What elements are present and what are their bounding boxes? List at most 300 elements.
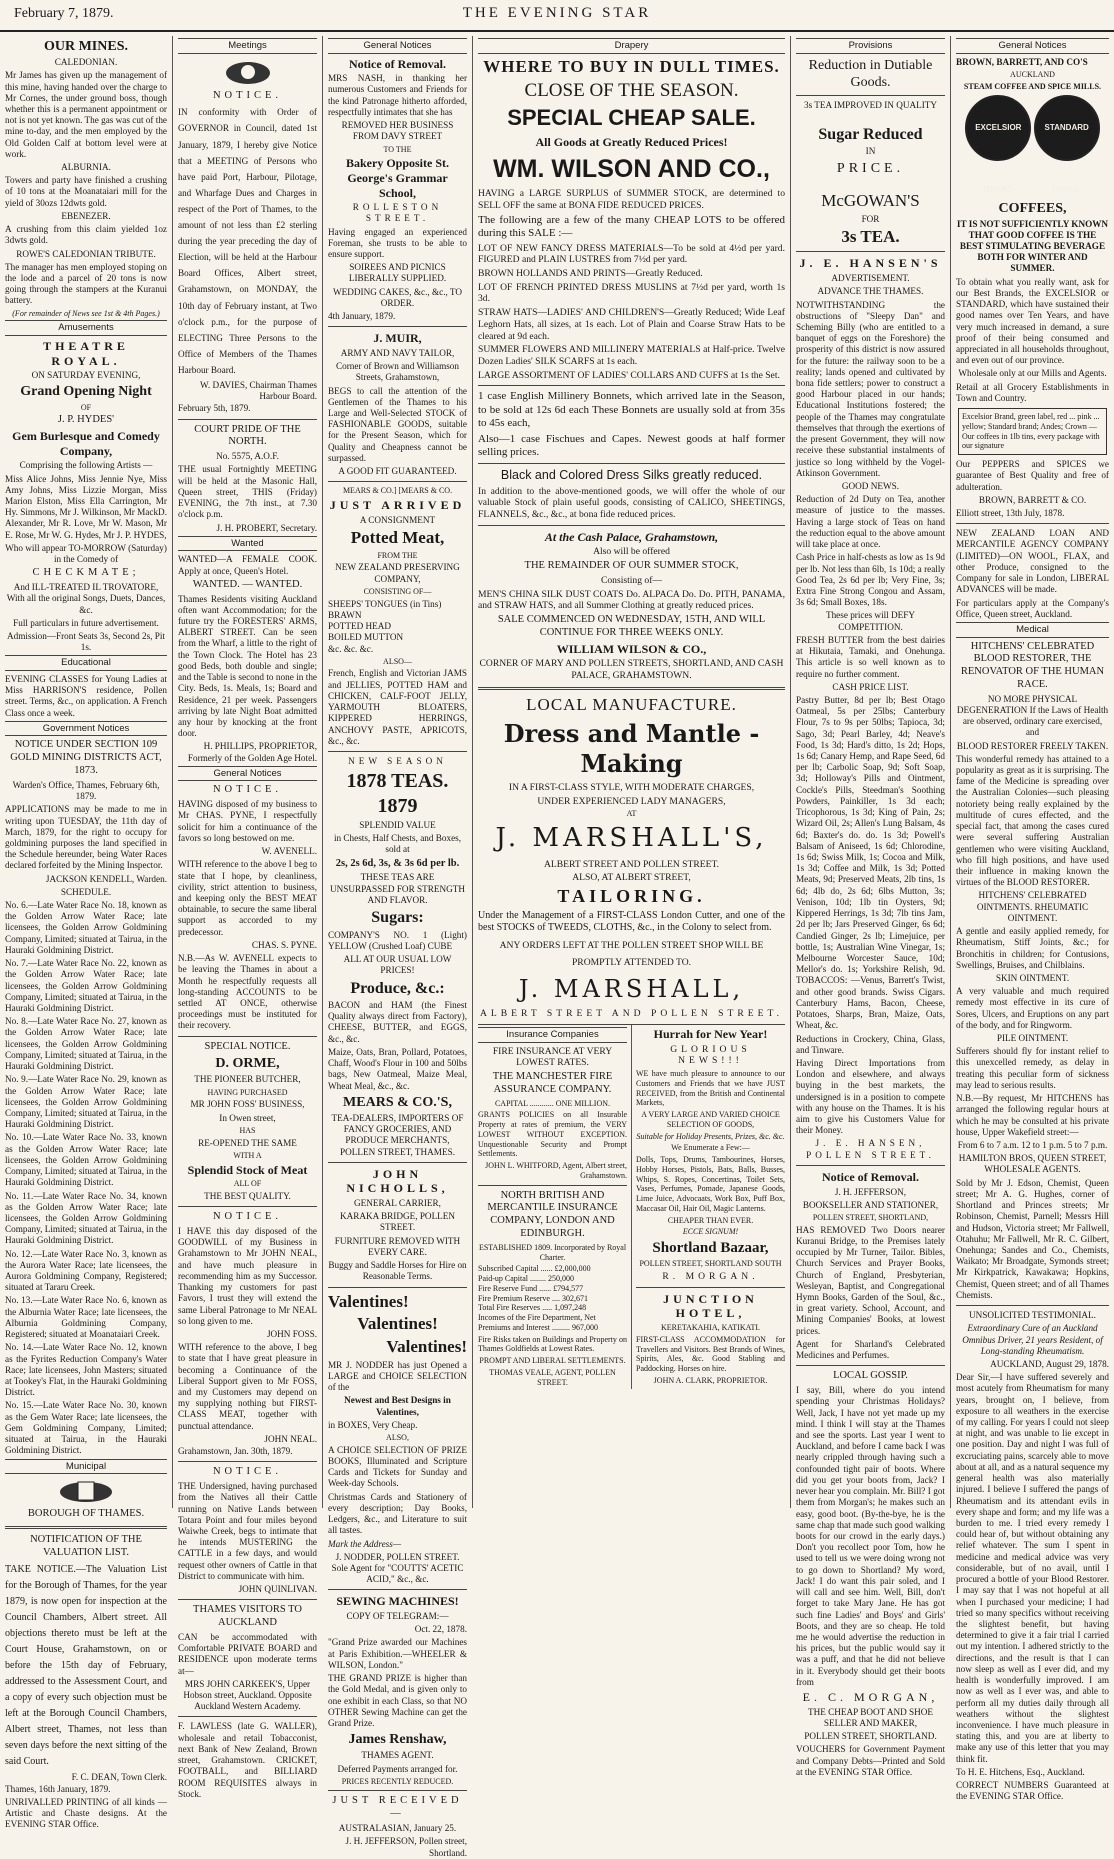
ointments-heading: HITCHENS' CELEBRATED OINTMENTS. RHEUMATIC OINTMENT. xyxy=(976,890,1089,923)
bonnets-offer: 1 case English Millinery Bonnets, which arrived late in the Season, to be sold at 12s 6d each These Bonnets are usually sold at from 35s to 45s each, xyxy=(478,390,785,430)
visitors-text: CAN be accommodated with Comfortable PRIVATE BOARD and RESIDENCE upon moderate terms at— xyxy=(178,1631,317,1676)
consisting-line: Consisting of— xyxy=(600,574,663,586)
wonderful-text: This wonderful remedy has attained to a popularity as great as it is surprising. The fame of the Medicine is spreading over the Australian Colonies—such pleasing notoriety being really explained by the multitude of cures effected, and the special fact, that among the cases cured were several suffering Australian gentlemen who were visiting Auckland, who fill high positions, and have used their influence in making known the virtues of the BLOOD RESTORER. xyxy=(956,753,1109,888)
rolleston-street: ROLLESTON STREET. xyxy=(352,202,443,224)
valentines-heading: Valentines! xyxy=(357,1314,438,1334)
advance-thames: ADVANCE THE THAMES. xyxy=(817,286,924,297)
fire-risks: Fire Risks taken on Buildings and Property on Thames Goldfields at Lowest Rates. xyxy=(478,1334,627,1354)
removal-heading: Notice of Removal. xyxy=(349,56,446,71)
following-lots: The following are a few of the many CHEAP LOTS to be offered during this SALE :— xyxy=(478,213,785,240)
brown-barrett: BROWN, BARRETT, AND CO'S xyxy=(956,56,1088,67)
general-notices-category: General Notices xyxy=(178,766,317,782)
gossip-text: I say, Bill, where do you intend spending your Christmas Holidays? Well, Jack, I have not yet made up my mind. I think I will stay at the Thames and see the sports. Last year I went to Auckland, and before I came back I was nearly crippled through having such a confounded tight pair of boots. Where did you get your boots from, Jack? I never hear you complain. Mr. Bill? I got them from Morgan's; he makes such an easy, good boot. (By-the-bye, he is the same chap that made such good walking boots for our crowd in the early days.) Don't you recollect poor Tom, how he used to tell us we were doing wrong not to go down to Shortland? My word, Jack! I do want this pair soled, and I will call and see him. Well, Bill, don't forget to take Mary Jane. He has got such fine Ladies' and Boys' and Girls' Boots, and they are so cheap. He told me he would advertise the reduction in his prices, but the public would say it was a puff, and that he did not believe in it. Everybody should get their boots from xyxy=(796,1385,945,1687)
grants-text: GRANTS POLICIES on all Insurable Property at rates of premium, the VERY LOWEST WITHOUT EXCEPTION. Unquestionable Security and Prompt Settlements. xyxy=(478,1110,627,1159)
also-line: ALSO— xyxy=(383,656,412,666)
shortland-street: POLLEN STREET, SHORTLAND. xyxy=(804,1731,937,1742)
testimonial-signature: To H. E. Hitchens, Esq., Auckland. xyxy=(956,1766,1085,1777)
testimonial-date: AUCKLAND, August 29, 1878. xyxy=(990,1358,1109,1369)
remainder-summer: THE REMAINDER OF OUR SUMMER STOCK, xyxy=(524,560,739,572)
albert-pollen-2: ALBERT STREET AND POLLEN STREET. xyxy=(479,1008,784,1020)
potted-meat: Potted Meat, xyxy=(350,527,445,547)
hitchens-heading: HITCHENS' CELEBRATED BLOOD RESTORER, THE RENOVATOR OF THE HUMAN RACE. xyxy=(960,640,1105,690)
neal-date: Grahamstown, Jan. 30th, 1879. xyxy=(178,1446,293,1457)
blood-restorer-taken: BLOOD RESTORER FREELY TAKEN. xyxy=(956,740,1109,751)
having-purchased: HAVING PURCHASED xyxy=(207,1087,288,1097)
best-quality: THE BEST QUALITY. xyxy=(204,1190,291,1201)
tailor-line: ARMY AND NAVY TAILOR, xyxy=(340,347,455,358)
hotel-text: FIRST-CLASS ACCOMMODATION for Travellers and Visitors. Best Brands of Wines, Spirits, Ales, &c. Good Stabling and Paddocking. Horses on hire. xyxy=(636,1334,785,1374)
imports-text: Having Direct Importations from London and elsewhere, and always buying in the best markets, the undersigned is in a position to compete with any house on the Thames. It is his aim to give his Customers Value for their Money. xyxy=(796,1057,945,1136)
foss-signature: JOHN FOSS. xyxy=(266,1328,317,1339)
borough-heading: BOROUGH OF THAMES. xyxy=(27,1508,145,1520)
teas-text: THESE TEAS ARE UNSURPASSED FOR STRENGTH AND FLAVOR. xyxy=(330,872,465,905)
manchester-fire: THE MANCHESTER FIRE ASSURANCE COMPANY. xyxy=(492,1071,613,1095)
neal-signature: JOHN NEAL. xyxy=(264,1433,317,1444)
degeneration-line: NO MORE PHYSICAL DEGENERATION If the Laws of Health are observed, ordinary care exercised, and xyxy=(956,693,1109,738)
good-news-text: Reduction of 2d Duty on Tea, another measure of justice to the masses. Having a large stock of Teas on hand the reduction equal to the above amount will take place at once. xyxy=(796,494,945,550)
quinlivan-signature: JOHN QUINLIVAN. xyxy=(238,1584,317,1595)
mark-address: Mark the Address— xyxy=(328,1538,401,1549)
cheaper-line: CHEAPER THAN EVER. xyxy=(667,1215,754,1225)
just-arrived: JUST ARRIVED xyxy=(329,498,466,513)
telegram-line: COPY OF TELEGRAM:— xyxy=(346,1611,449,1622)
coffees-text: IT IS NOT SUFFICIENTLY KNOWN THAT GOOD COFFEE IS THE BEST STIMULATING BEVERAGE BOTH FOR WINTER AND SUMMER. xyxy=(956,218,1109,274)
jams-text: French, English and Victorian JAMS and JELLIES, POTTED HAM and CHICKEN, CALF-FOOT JELLY, YARMOUTH BLOATERS, KIPPERED HERRINGS, ANCHOVY PASTE, APRICOTS, &c., &c. xyxy=(328,668,467,746)
maize-text: Maize, Oats, Bran, Pollard, Potatoes, Chaff, Wood's Flour in 100 and 50lbs bags, New Oatmeal, Maize Meal, Wheat Meal, &c., &c. xyxy=(328,1046,467,1091)
close-of-season: CLOSE OF THE SEASON. xyxy=(524,80,739,102)
capital-line: CAPITAL ............ ONE MILLION. xyxy=(494,1098,611,1108)
unsolicited-heading: UNSOLICITED TESTIMONIAL. xyxy=(969,1310,1096,1321)
cash-price-text: Cash Price in half-chests as low as 1s 9d per lb. Not less than 6lb, 1s 10d; a really Good Tea, 2s 6d per lb; Very Fine, 3s; Extra Fine Strong Congou and Assam, 3s 6d; Small Boxes, 18s. xyxy=(796,552,946,608)
comprising-line: Comprising the following Artists — xyxy=(19,460,153,471)
from-the: FROM THE xyxy=(377,550,418,560)
where-to-buy: WHERE TO BUY IN DULL TIMES. xyxy=(483,56,780,76)
admission-line: Admission—Front Seats 3s, Second 2s, Pit 1s. xyxy=(7,630,165,653)
race-item: No. 10.—Late Water Race No. 33, known as the Golden Arrow Water Race; late licensees, the Golden Arrow Goldmining Company, Limited; situated at Tairua, in the Hauraki Goldmining District. xyxy=(5,1132,167,1188)
testimonial-text: Dear Sir,—I have suffered severely and most acutely from Rheumatism for many years, brought on, I believe, from exposure to all weathers in the exercise of my calling. For years I could not sleep at night, and was unable to lie except in one position. Day and night I was full of excruciating pains, scarcely able to move about at all, and as a natural sequence my general health was also materially injured. I believe I suffered the pangs of Rheumatism and its attendant evils in every shape and form; and my life was a burden to me. I tried every remedy I could hear of, but without obtaining any relief whatever. The sum I spent in medicine and medical advice was very considerable, but of no avail, until I procured a bottle of your Blood Restorer. I may say that I was not hopeful at all when I purchased your medicine; I had tried so many specifics without receiving the slightest benefit, but having determined to give it a fair trial I carried out my intention. I adhered strictly to the directions, and the result is that I can now sleep as well as I ever did, and my health is wonderfully improved. I am now as well as I ever was, and able to perform all my duties daily through all weathers without the slightest inconvenience. I have much pleasure in stating this, and you are at liberty to make any use of this letter that you may think fit. xyxy=(956,1372,1109,1764)
valentines-heading: Valentines! xyxy=(386,1336,467,1356)
finance-row: Total Fire Reserves ..... 1,097,248 xyxy=(478,1303,587,1313)
for-line: FOR xyxy=(861,213,880,224)
coat-of-arms-icon xyxy=(56,1478,116,1504)
court-text: THE usual Fortnightly MEETING will be held at the Masonic Hall, Queen street, THIS (Friday) EVENING, the 7th inst., at 7.30 o'clock p.m. xyxy=(178,464,317,520)
quinlivan-text: THE Undersigned, having purchased from the Natives all their Cattle running on Native Lands between Totara Point and four miles beyond Waiwhe Creek, begs to intimate that he intends MUSTERING the CATTLE in a few days, and would request other owners of Cattle in that District to communicate with him. xyxy=(178,1481,317,1581)
column-1 xyxy=(0,36,172,1830)
wilson-address: CORNER OF MARY AND POLLEN STREETS, SHORTLAND, AND CASH PALACE, GRAHAMSTOWN. xyxy=(479,658,784,681)
nicholls-name: JOHN NICHOLLS, xyxy=(346,1166,449,1196)
saturday-line: ON SATURDAY EVENING, xyxy=(31,370,141,381)
sale-lot: LOT OF FRENCH PRINTED DRESS MUSLINS at 7½d per yard, worth 1s 3d. xyxy=(478,281,785,305)
finance-row: Incomes of the Fire Department, Net Premiums and Interest ......... 967,000 xyxy=(478,1313,598,1332)
consisting-line: CONSISTING OF— xyxy=(363,586,432,596)
albert-pollen: ALBERT STREET AND POLLEN STREET. xyxy=(543,858,720,870)
produce-heading: Produce, &c.: xyxy=(350,979,445,997)
steam-mills: STEAM COFFEE AND SPICE MILLS. xyxy=(963,81,1102,91)
nb-text: N.B.—By request, Mr HITCHENS has arranged the following regular hours at which he may be consulted at his private house, Upper Wakefield street:— xyxy=(956,1093,1109,1137)
neal-text: WITH reference to the above, I beg to state that I have great pleasure in becoming a Continuance of the Liberal Support given to Mr FOSS, and my Customers may depend on my supplying nothing but FIRST-CLASS MEAT, together with punctual attendance. xyxy=(178,1342,317,1431)
ebenezer-text: A crushing from this claim yielded 1oz 3dwts gold. xyxy=(5,224,167,246)
christmas-text: Christmas Cards and Stationery of every description; Day Books, Ledgers, &c., and Literature to suit all tastes. xyxy=(328,1491,467,1536)
north-british: NORTH BRITISH AND MERCANTILE INSURANCE COMPANY, LONDON AND EDINBURGH. xyxy=(487,1189,618,1239)
fischus-offer: Also—1 case Fischues and Capes. Newest goods at half former selling prices. xyxy=(478,432,785,459)
defy-competition: These prices will DEFY COMPETITION. xyxy=(825,610,916,632)
mines-heading: OUR MINES. xyxy=(43,39,128,54)
pollen-shortland: POLLEN STREET, SHORTLAND, xyxy=(812,1212,929,1222)
visitors-address: MRS JOHN CARKEEK'S, Upper Hobson street, Auckland. Opposite Auckland Western Academy. xyxy=(183,1678,312,1712)
marshall-name-2: J. MARSHALL, xyxy=(518,975,745,1004)
warden-signature: JACKSON KENDELL, Warden. xyxy=(45,873,167,884)
ebenezer-heading: EBENEZER. xyxy=(61,210,111,221)
brand-label-table: Excelsior Brand, green label, red ... pink ... yellow; Standard brand; Andes; Crown — Our coffees in 1lb tins, every package with our signature xyxy=(958,408,1107,455)
also-offered: Also will be offered xyxy=(593,546,670,558)
cheap-boot: THE CHEAP BOOT AND SHOE SELLER AND MAKER, xyxy=(807,1706,934,1728)
fire-insurance: FIRE INSURANCE AT VERY LOWEST RATES. xyxy=(492,1045,613,1069)
foss-business: MR JOHN FOSS' BUSINESS, xyxy=(190,1099,305,1110)
column-6 xyxy=(950,36,1114,1802)
avenell-nb: N.B.—As W. AVENELL expects to be leaving the Thames in about a Month he respectfully requests all long-standing ACCOUNTS to be settled AT ONCE, otherwise proceedings must be instituted for their recovery. xyxy=(178,953,317,1031)
hurrah-text: WE have much pleasure to announce to our Customers and Friends that we have JUST RECEIVED, from the British and Continental Markets, xyxy=(636,1069,785,1108)
newspaper-title: THE EVENING STAR xyxy=(462,5,652,21)
price-list-text: Pastry Butter, 8d per lb; Best Otago Oatmeal, 5s per 25lbs; Canterbury Flour, 7s to 9s per 50lbs; Tapioca, 3d; Sago, 3d; Pearl Barley, 4d; Neave's Food, 1s 3d; Hard's ditto, 1s 2d; Hops, 1s 6d; Canary Hemp, and Rape Seed, 6d per lb; Carbolic Soap, 9d; Soft Soap, 3d; Holloway's Pills and Ointment, Cockle's Pills, Steedman's Soothing Powders, Painkiller, 1s 3d each; Tricophorous, 1s 3d; King of Pain, 2s; Wizard Oil, 2s; Allen's Lung Balsam, 4s 6d; Baxter's do. do. 1s 3d; Powell's Balsam of Aniseed, 1s 6d; Chlorodine, 1s 6d; Swiss Milk, 1s; Cocoa and Milk, 1s 3d; Coffee and Milk, 1s 3d; Potted Meats, 9d; Preserved Meats, 2lb tins, 1s 6d; 4lb do, 2s 6d; 6lbs Mutton, 3s; Venison, 10d; 1lb tin Oysters, 9d; Kippered Herrings, 1s 3d; 7lb tins Jam, 2d per lb; Jars Preserved Ginger, 6s 6d; Candied Ginger, 2s lb; Limejuice, per bottle, 1s; Australian Wine Vinegar, 1s; Melbourne Worcester Sauce, 10d; Mellor's do. 1s; Yorkshire Relish, 9d. TOBACCOS: —Venus, Barrett's Twist, and other good brands. Swiss Cigars. Canterbury Hams, Bacon, Cheese, Potatoes, Sharps, Bran, Maize, Oats, Wheat, &c. xyxy=(796,694,945,1031)
advertisement-line: ADVERTISEMENT. xyxy=(831,273,910,284)
meat-item: &c. &c. &c. xyxy=(328,643,374,654)
deferred-payments: Deferred Payments arranged for. xyxy=(337,1763,458,1774)
notice-heading: NOTICE. xyxy=(212,784,283,796)
three-shilling-tea: 3s TEA. xyxy=(841,226,900,246)
finance-row: Paid-up Capital ........ 250,000 xyxy=(478,1274,574,1284)
orders-line: ANY ORDERS LEFT AT THE POLLEN STREET SHOP WILL BE PROMPTLY ATTENDED TO. xyxy=(499,939,764,968)
keretakahia-line: KERETAKAHIA, KATIKATI. xyxy=(660,1323,761,1333)
owen-street: In Owen street, xyxy=(219,1112,276,1123)
meat-item: BOILED MUTTON xyxy=(328,632,404,643)
meat-item: BRAWN xyxy=(328,609,362,620)
with-a-line: WITH A xyxy=(233,1150,262,1160)
general-notices-category: General Notices xyxy=(328,38,467,54)
morgan-name: E. C. MORGAN, xyxy=(802,1690,939,1705)
pioneer-line: THE PIONEER BUTCHER, xyxy=(194,1074,301,1085)
varied-selection: A VERY LARGE AND VARIED CHOICE SELECTION OF GOODS, xyxy=(641,1110,780,1129)
meat-item: SHEEPS' TONGUES (in Tins) xyxy=(328,598,442,609)
bookseller-line: BOOKSELLER AND STATIONER, xyxy=(802,1199,939,1210)
sold-by-text: Sold by Mr J. Edson, Chemist, Queen street; Mr A. G. Hughes, corner of Shortland and Princes streets; Mr Robinson, Chemist, Parnell; Messrs Hill and Hudson, Victoria street; Mr Fallwell, Otahuhu; Mr Fallwell, Mr R. C. Gilbert, Onehunga; Sandes and Co., Chemists, Waikato; Mr Broadgate, Symonds street; Mr Kirkpatrick, Kawakawa; Hopkins, Chemist, Queen street; and of all Thames Chemists. xyxy=(956,1177,1109,1300)
harbour-date: February 5th, 1879. xyxy=(178,403,251,414)
meat-item: POTTED HEAD xyxy=(328,621,392,632)
race-item: No. 8.—Late Water Race No. 27, known as the Golden Arrow Water Race; late licensees, the Golden Arrow Goldmining Company, Limited; situated at Tairua, in the Hauraki Goldmining District. xyxy=(5,1016,167,1072)
shortland-bazaar: Shortland Bazaar, xyxy=(652,1240,769,1257)
wanted-heading: WANTED. — WANTED. xyxy=(192,578,303,590)
auckland-line: AUCKLAND xyxy=(1010,69,1055,79)
boxes-line: in BOXES, Very Cheap. xyxy=(328,1419,418,1430)
reduction-dutiable: Reduction in Dutiable Goods. xyxy=(808,57,933,90)
hamilton-bros: HAMILTON BROS, QUEEN STREET, WHOLESALE AGENTS. xyxy=(958,1153,1107,1175)
peppers-text: Our PEPPERS and SPICES we guarantee of Best Quality and free of adulteration. xyxy=(956,459,1109,492)
muir-text: BEGS to call the attention of the Gentlemen of the Thames to his Large and Well-Selected STOCK of FASHIONABLE GOODS, suitable for the Present Season, which for Quality and Cheapness cannot be surpassed. xyxy=(328,385,467,463)
tea-improved: 3s TEA IMPROVED IN QUALITY xyxy=(803,99,938,110)
carrier-line: GENERAL CARRIER, xyxy=(354,1197,441,1208)
established-line: ESTABLISHED 1809. Incorporated by Royal Charter. xyxy=(478,1242,627,1262)
hydes-name: J. P. HYDES' xyxy=(57,414,115,426)
court-signature: J. H. PROBERT, Secretary. xyxy=(216,522,317,533)
sugar-list: COMPANY'S NO. 1 (Light) YELLOW (Crushed Loaf) CUBE xyxy=(328,929,467,951)
sugars-heading: Sugars: xyxy=(371,909,424,927)
skin-text: A very valuable and much required remedy most effective in its cure of Sores, Ulcers, and Eruptions on any part of the body, and for Ringworm. xyxy=(956,986,1109,1030)
has-line: HAS xyxy=(239,1125,256,1135)
extraordinary-cure: Extraordinary Cure of an Auckland Omnibus Driver, 21 years Resident, of Long-standing Rheumatism. xyxy=(962,1323,1103,1356)
grand-prize-quote: "Grand Prize awarded our Machines at Paris Exhibition.—WHEELER & WILSON, London." xyxy=(328,1637,467,1670)
orme-name: D. ORME, xyxy=(215,1056,280,1072)
also-albert: ALSO, AT ALBERT STREET, xyxy=(572,872,691,884)
sale-lot: STRAW HATS—LADIES' AND CHILDREN'S—Greatly Reduced; Wide Leaf Leghorn Hats, all sizes, at 1s each. Lot of Plain and Coarse Straw Hats to be cleared at 9d each. xyxy=(478,307,785,342)
grand-prize-text: THE GRAND PRIZE is higher than the Gold Medal, and is given only to one exhibit in each Class, so that NO OTHER Sewing Machine can get the Grand Prize. xyxy=(328,1673,467,1728)
brown-signature: BROWN, BARRETT & CO. xyxy=(978,494,1087,505)
remainder-note: (For remainder of News see 1st & 4th Pages.) xyxy=(12,308,160,318)
sale-lot: LOT OF NEW FANCY DRESS MATERIALS—To be sold at 4½d per yard. FIGURED and PLAIN LUSTRES from 7½d per yard. xyxy=(478,242,785,266)
hours-text: From 6 to 7 a.m. 12 to 1 p.m. 5 to 7 p.m. xyxy=(957,1140,1108,1151)
finance-row: Fire Premium Reserve .... 302,671 xyxy=(478,1293,588,1303)
column-5 xyxy=(790,36,950,1777)
removal-heading: Notice of Removal. xyxy=(822,1169,919,1184)
brown-address: Elliott street, 13th July, 1878. xyxy=(956,507,1065,518)
applications-text: APPLICATIONS may be made to me in writing upon TUESDAY, the 11th day of March, 1879, for the right to occupy for goldmining purposes the land specified in the Schedule hereunder, being Water Races declared forfeited by the Mining Inspector. xyxy=(5,804,167,871)
wardens-office: Warden's Office, Thames, February 6th, 1879. xyxy=(12,779,160,802)
mcgowans-name: McGOWAN'S xyxy=(821,190,920,210)
race-item: No. 15.—Late Water Race No. 30, known as the Gem Water Race; late licensees, the Gem Goldmining Company, Limited; situated at Tairua, in the Hauraki Goldmining District. xyxy=(5,1400,167,1456)
cutter-text: Under the Management of a FIRST-CLASS London Cutter, and one of the best STOCKS of TWEEDS, CLOTHS, &c., in the Colony to select from. xyxy=(478,910,785,934)
valuation-text: TAKE NOTICE.—The Valuation List for the Borough of Thames, for the year 1879, is now open for inspection at the Council Chambers, Albert street. All objections thereto must be left at the Court House, Grahamstown, on or before the 15th day of February, addressed to the Assessment Court, and a copy of every such objection must be left at the Borough Council Chambers, Albert street, Thames, not less than seven days before the next sitting of the said Court. xyxy=(5,1563,167,1767)
of-line: OF xyxy=(80,402,92,412)
wilson-name: WM. WILSON AND CO., xyxy=(493,154,770,183)
nodder-text: MR J. NODDER has just Opened a LARGE and CHOICE SELECTION of the xyxy=(328,1359,467,1393)
insurance-category: Insurance Companies xyxy=(478,1027,627,1043)
gold-mining-notice-title: NOTICE UNDER SECTION 109 GOLD MINING DISTRICTS ACT, 1873. xyxy=(10,739,162,777)
local-gossip: LOCAL GOSSIP. xyxy=(833,1370,908,1382)
items-list: Dolls, Tops, Drums, Tambourines, Horses, Hobby Horses, Pistols, Bats, Balls, Busses, Whips, S. Ropes, Concertinas, Toilet Sets, Vases, Perfumes, Pomade, Japanese Goods, Lime Juice, Advocaats, Work Box, Puff Box, Maccasar Oil, Hair Oil, Magic Lanterns. xyxy=(636,1155,785,1213)
pyne-signature: CHAS. S. PYNE. xyxy=(251,939,317,950)
drapery-category: Drapery xyxy=(478,38,785,54)
jefferson-name: J. H. JEFFERSON, xyxy=(834,1186,907,1197)
valuation-heading: NOTIFICATION OF THE VALUATION LIST. xyxy=(30,1533,142,1558)
race-item: No. 9.—Late Water Race No. 29, known as the Golden Arrow Water Race; late licensees, the Golden Arrow Goldmining Company, Limited; situated at Tairua, in the Hauraki Goldmining District. xyxy=(5,1074,167,1130)
produce-text: BACON and HAM (the Finest Quality always direct from Factory), CHEESE, BUTTER, and EGGS, &c., &c. xyxy=(328,1000,467,1044)
alburnia-text: Towers and party have finished a crushing of 10 tons at the Moanataiari mill for the yield of 30ozs 12dwts gold. xyxy=(5,175,167,208)
having-surplus: HAVING a LARGE SURPLUS of SUMMER STOCK, are determined to SELL OFF the same at BONA FIDE REDUCED PRICES. xyxy=(478,188,785,212)
all-of-line: ALL OF xyxy=(233,1179,262,1189)
insurance-column xyxy=(478,1025,632,1389)
valentines-heading: Valentines! xyxy=(328,1291,409,1311)
trovatore-line: And ILL-TREATED IL TROVATORE, With all the original Songs, Duets, Dances, &c. xyxy=(6,582,166,615)
veale-agent: THOMAS VEALE, AGENT, POLLEN STREET. xyxy=(489,1367,616,1387)
suitable-line: Suitable for Holiday Presents, Prizes, &c. &c. xyxy=(636,1131,785,1141)
chests-line: in Chests, Half Chests, and Boxes, sold at xyxy=(333,833,462,855)
local-manufacture: LOCAL MANUFACTURE. xyxy=(526,694,737,714)
first-class-style: IN A FIRST-CLASS STYLE, WITH MODERATE CHARGES, xyxy=(508,781,755,793)
fresh-butter: FRESH BUTTER from the best dairies at Hikutaia, Tamaki, and Onehunga. This article is so well known as to require no further comment. xyxy=(796,634,945,679)
town-clerk: F. C. DEAN, Town Clerk. xyxy=(71,1771,167,1782)
reopened-line: RE-OPENED THE SAME xyxy=(198,1137,297,1148)
masthead xyxy=(0,0,1114,32)
special-cheap-sale: SPECIAL CHEAP SALE. xyxy=(507,105,756,131)
provisions-category: Provisions xyxy=(796,38,945,54)
retail-line: Retail at all Grocery Establishments in Town and Country. xyxy=(956,381,1109,403)
silks-heading: Black and Colored Dress Silks greatly reduced. xyxy=(500,468,763,483)
consignment-line: A CONSIGNMENT xyxy=(359,514,436,525)
to-the: TO THE xyxy=(383,144,412,154)
splendid-value: SPLENDID VALUE xyxy=(359,820,436,830)
grand-opening: Grand Opening Night xyxy=(20,384,152,400)
thames-agent: THAMES AGENT. xyxy=(361,1750,434,1761)
wanted-category: Wanted xyxy=(178,536,317,552)
caledonian-text: Mr James has given up the management of this mine, having handed over the charge to Mr Cornes, the under ground boss, though whether this is a permanent appointment or not is not yet known. The gas was cut of the mine to-day, and the men employed by the Old Golden Calf at bottom level were at work. xyxy=(5,70,167,159)
tea-prices: 2s, 2s 6d, 3s, & 3s 6d per lb. xyxy=(335,857,460,869)
muir-name: J. MUIR, xyxy=(373,331,422,346)
foss-text: I HAVE this day disposed of the GOODWILL of my Business in Grahamstown to Mr JOHN NEAL, and have much pleasure in recommending him as my Successor. Thanking my customers for past Favors, I trust they will extend the same Liberal Patronage to Mr NEAL so long given to me. xyxy=(178,1225,317,1326)
sewing-heading: SEWING MACHINES! xyxy=(336,1594,459,1609)
race-item: No. 14.—Late Water Race No. 12, known as the Fyrites Reduction Company's Water Race; late licensees, John Masters; situated at Tookey's Flat, in the Hauraki Goldmining District. xyxy=(5,1342,167,1398)
theatre-heading: THEATRE ROYAL. xyxy=(43,339,129,368)
advance-text: NOTWITHSTANDING the obstructions of "Sleepy Dan" and Scheming Billy (who are entitled to a banquet of eggs on the Foreshore) the prosperity of this district is now assured for the future: the railway soon to be a reality; lands opened and cultivated by bona fide settlers; power to construct a good Harbour placed in our hands; Educational Institutions fostered; the people of the Thames may congratulate themselves that through the exertions of the present Government, they will now receive these substantial instalments of justice so long withheld by the Vogel-Atkinson Government. xyxy=(796,299,945,478)
whitford-agent: JOHN L. WHITFORD, Agent, Albert street, Grahamstown. xyxy=(485,1161,627,1180)
obtain-text: To obtain what you really want, ask for our Best Brands, the EXCELSIOR or STANDARD, which have sustained their good names over Ten Years, and have very much increased in demand, a sure proof of their being consumed and appreciated in all households throughout, and even out of our province. xyxy=(956,276,1109,366)
race-item: No. 7.—Late Water Race No. 22, known as the Golden Arrow Water Race; late licensees, the Golden Arrow Goldmining Company, Limited; situated at Tairua, in the Hauraki Goldmining District. xyxy=(5,958,167,1013)
vouchers-ad: VOUCHERS for Government Payment and Company Debts—Printed and Sold at the EVENING STAR Office. xyxy=(796,1744,945,1777)
good-news: GOOD NEWS. xyxy=(841,481,900,492)
sale-lot: SUMMER FLOWERS AND MILLINERY MATERIALS at Half-price. Twelve Dozen Ladies' SILK SCARFS at 1s each. xyxy=(478,344,785,367)
rheumatic-text: A gentle and easily applied remedy, for Rheumatism, Stiff Joints, &c.; for Bronchitis in children; for Contusions, Swellings, Bruises, and Chilblains. xyxy=(956,926,1109,970)
newest-designs: Newest and Best Designs in Valentines, xyxy=(344,1395,451,1417)
new-season: NEW SEASON xyxy=(348,756,447,766)
particulars-text: For particulars apply at the Company's Office, Queen street, Auckland. xyxy=(956,597,1109,619)
ecce-signum: ECCE SIGNUM! xyxy=(682,1227,739,1237)
mears-line: MEARS & CO.] [MEARS & CO. xyxy=(342,486,453,496)
good-fit: A GOOD FIT GUARANTEED. xyxy=(338,466,457,477)
foresters-signature: H. PHILLIPS, PROPRIETOR, Formerly of the Golden Age Hotel. xyxy=(187,741,317,763)
enumerate-line: We Enumerate a Few:— xyxy=(671,1143,750,1153)
foresters-text: Thames Residents visiting Auckland often want Accommodation; for the future try the FORESTERS' ARMS, ALBERT STREET. Can be seen from the Wharf, a little to the right of the Town Clock. The Hotel has 23 good Beds, both double and single; and the Table is second to none in the City. Beds, 1s. Meals, 1s; Board and Residence, 21 per week. Passengers arriving by late Night Boat admitted any hour by knocking at the front door. xyxy=(178,593,317,739)
artists-list: Miss Alice Johns, Miss Jennie Nye, Miss Amy Johns, Miss Lizzie Morgan, Miss Marion Elston, Miss Ella Carrington, Mr Hy. Simmons, Mr J. Wilkinson, Mr MackD. Alexander, Mr R. Love, Mr W. Mason, Mr E. Rose, Mr W. G. Hydes, Mr J. P. HYDES, xyxy=(5,473,167,540)
amusements-category: Amusements xyxy=(5,320,167,336)
bazaar-column xyxy=(632,1025,785,1389)
also-line: ALSO, xyxy=(386,1433,409,1443)
bridge-line: KARAKA BRIDGE, POLLEN STREET. xyxy=(339,1211,456,1233)
standard-brand-badge: STANDARD BRAND xyxy=(1034,95,1100,161)
sale-commenced: SALE COMMENCED ON WEDNESDAY, 15TH, AND WILL CONTINUE FOR THREE WEEKS ONLY. xyxy=(497,614,766,638)
royal-arms-icon xyxy=(223,58,273,86)
coats-list: MEN'S CHINA SILK DUST COATS Do. ALPACA Do. Do. PITH, PANAMA, and STRAW HATS, and all Summer Clothing at greatly reduced prices. xyxy=(478,588,785,612)
soirees-line: SOIREES AND PICNICS LIBERALLY SUPPLIED. xyxy=(348,262,447,284)
race-item: No. 12.—Late Water Race No. 3, known as the Aurora Water Race; late licensees, the Aurora Goldmining Company, Registered; situated at Tararu Creek. xyxy=(5,1248,167,1293)
race-item: No. 6.—Late Water Race No. 18, known as the Golden Arrow Water Race; late licensees, the Golden Arrow Goldmining Company, Limited; situated at Tairua, in the Hauraki Goldmining District. xyxy=(5,900,167,955)
visitors-heading: THAMES VISITORS TO AUCKLAND xyxy=(193,1604,302,1629)
medical-category: Medical xyxy=(956,622,1109,638)
cash-palace: At the Cash Palace, Grahamstown, xyxy=(544,529,719,544)
meetings-category: Meetings xyxy=(178,38,317,54)
tailoring-heading: TAILORING. xyxy=(557,886,706,907)
column-2 xyxy=(172,36,322,1799)
splendid-stock: Splendid Stock of Meat xyxy=(187,1162,308,1177)
junction-hotel: JUNCTION HOTEL, xyxy=(663,1291,758,1321)
avenell-signature: W. AVENELL. xyxy=(261,846,317,857)
nodder-signature: J. NODDER, POLLEN STREET. Sole Agent for "COUTTS' ACETIC ACID," &c., &c. xyxy=(331,1551,464,1585)
nash-text: MRS NASH, in thanking her numerous Customers and Friends for the kind Patronage hitherto afforded, respectfully intimates that she has xyxy=(328,73,467,117)
removed-line: REMOVED HER BUSINESS FROM DAVY STREET xyxy=(341,120,454,142)
general-notices-category: General Notices xyxy=(956,38,1109,54)
pile-text: Sufferers should fly for instant relief to this unexcelled remedy, as delay in treating this peculiar form of sickness may lead to serious results. xyxy=(956,1046,1109,1090)
finance-row: Subscribed Capital ...... £2,000,000 xyxy=(478,1264,591,1274)
hurrah-heading: Hurrah for New Year! xyxy=(653,1027,768,1042)
pile-heading: PILE OINTMENT. xyxy=(996,1033,1069,1044)
correct-numbers-ad: CORRECT NUMBERS Guaranteed at the EVENING STAR Office. xyxy=(956,1780,1109,1802)
skin-heading: SKIN OINTMENT. xyxy=(995,972,1070,983)
checkmate-title: CHECKMATE; xyxy=(32,567,140,579)
buggy-line: Buggy and Saddle Horses for Hire on Reasonable Terms. xyxy=(328,1260,467,1282)
race-item: No. 13.—Late Water Race No. 6, known as the Alburnia Water Race; late licensees, the Alburnia Goldmining Company, Registered; situated at Moanataiari Creek. xyxy=(5,1295,167,1340)
appear-line: Who will appear TO-MORROW (Saturday) in the Comedy of xyxy=(5,542,167,565)
sugar-reduced: Sugar Reduced xyxy=(818,125,923,143)
mears-name: MEARS & CO.'S, xyxy=(343,1094,452,1110)
lawless-ad: F. LAWLESS (late G. WALLER), wholesale and retail Tobacconist, next Bank of New Zealand, Brown street, Grahamstown. CRICKET, FOOTBALL, and BILLIARD ROOM REQUISITES always in Stock. xyxy=(178,1721,317,1799)
municipal-category: Municipal xyxy=(5,1459,167,1475)
wanted-cook: WANTED—A FEMALE COOK. Apply at once, Queen's Hotel. xyxy=(178,554,317,576)
removal-text: HAS REMOVED Two Doors nearer Kuranui Bridge, to the Premises lately occupied by Mr Turner, Tailor. Bibles, Church Services and Prayer Books, Church of England, Presbyterian, Wesleyan, Baptist, and Congregational Hymn Books, Garden of the Soul, &c., in great variety. School, Account, and Mining Companies' Books, at lowest prices. xyxy=(796,1224,945,1336)
harbour-signature: W. DAVIES, Chairman Thames Harbour Board. xyxy=(200,379,317,402)
wholesale-line: Wholesale only at our Mills and Agents. xyxy=(958,368,1107,379)
bakery-line: Bakery Opposite St. George's Grammar School, xyxy=(345,156,449,200)
renshaw-name: James Renshaw, xyxy=(348,1732,447,1748)
clark-proprietor: JOHN A. CLARK, PROPRIETOR. xyxy=(653,1375,768,1385)
coffees-heading: COFFEES, xyxy=(998,200,1067,216)
printing-ad: UNRIVALLED PRINTING of all kinds — Artistic and Chaste designs. At the EVENING STAR Office. xyxy=(5,1796,167,1830)
telegram-date: Oct. 22, 1878. xyxy=(414,1624,467,1635)
price-line: PRICE. xyxy=(836,160,905,176)
race-item: No. 11.—Late Water Race No. 34, known as the Golden Arrow Water Race; late licensees, the Golden Arrow Goldmining Company, Limited; situated at Tairua, in the Hauraki Goldmining District. xyxy=(5,1190,167,1246)
column-3 xyxy=(322,36,472,1858)
pyne-text: WITH reference to the above I beg to state that I hope, by cleanliness, civility, strict attention to business, and keeping only the BEST MEAT obtainable, to secure the same liberal support as accorded to my predecessor. xyxy=(178,859,317,937)
evening-classes: EVENING CLASSES for Young Ladies at Miss HARRISON'S residence, Pollen street. Terms, &c., on application. A French Class once a week. xyxy=(5,674,167,718)
column-4 xyxy=(472,36,790,1508)
avenell-text: HAVING disposed of my business to Mr CHAS. PYNE, I respectfully solicit for him a continuance of the favors so long bestowed on me. xyxy=(178,799,317,843)
special-notice-heading: SPECIAL NOTICE. xyxy=(204,1040,291,1052)
hansen-name: J. E. HANSEN'S xyxy=(799,256,942,271)
court-number: No. 5575, A.O.F. xyxy=(216,451,279,462)
prices-reduced: PRICES RECENTLY REDUCED. xyxy=(341,1776,454,1786)
australasian-line: AUSTRALASIAN, January 25. xyxy=(338,1823,457,1834)
schedule-heading: SCHEDULE. xyxy=(60,886,112,897)
wilson-name-2: WILLIAM WILSON & CO., xyxy=(556,641,707,656)
foreman-text: Having engaged an experienced Foreman, she trusts to be able to ensure support. xyxy=(328,226,467,260)
glorious-news: GLORIOUS NEWS!!! xyxy=(670,1043,751,1067)
excelsior-brand-badge: EXCELSIOR BRAND xyxy=(965,95,1031,161)
alburnia-heading: ALBURNIA. xyxy=(61,162,111,173)
wedding-line: WEDDING CAKES, &c., &c., TO ORDER. xyxy=(332,286,463,308)
nz-loan-text: NEW ZEALAND LOAN AND MERCANTILE AGENCY COMPANY (LIMITED)—ON WOOL, FLAX, and other Produce, consigned to the Company for sale in London, LIBERAL ADVANCES will be made. xyxy=(956,528,1109,595)
full-particulars: Full particulars in future advertisement. xyxy=(13,617,159,628)
price-list-heading: CASH PRICE LIST. xyxy=(832,681,909,692)
caledonian-heading: CALEDONIAN. xyxy=(54,57,118,68)
lady-managers: UNDER EXPERIENCED LADY MANAGERS, xyxy=(537,795,726,807)
notice-heading: NOTICE. xyxy=(212,89,283,101)
clerk-date: Thames, 16th January, 1879. xyxy=(5,1783,111,1794)
educational-category: Educational xyxy=(5,655,167,671)
issue-date: February 7, 1879. xyxy=(14,6,114,21)
finance-row: Fire Reserve Fund ...... £794,577 xyxy=(478,1283,584,1293)
furniture-line: FURNITURE REMOVED WITH EVERY CARE. xyxy=(334,1235,461,1257)
dress-mantle-making: Dress and Mantle - Making xyxy=(503,719,760,778)
hansen-signature: J. E. HANSEN, POLLEN STREET. xyxy=(806,1138,935,1160)
at-line: AT xyxy=(626,809,637,819)
mears-desc: TEA-DEALERS, IMPORTERS OF FANCY GROCERIES, AND PRODUCE MERCHANTS, POLLEN STREET, THAMES. xyxy=(331,1112,464,1157)
notice-heading: NOTICE. xyxy=(212,1466,283,1478)
nash-date: 4th January, 1879. xyxy=(328,311,396,322)
